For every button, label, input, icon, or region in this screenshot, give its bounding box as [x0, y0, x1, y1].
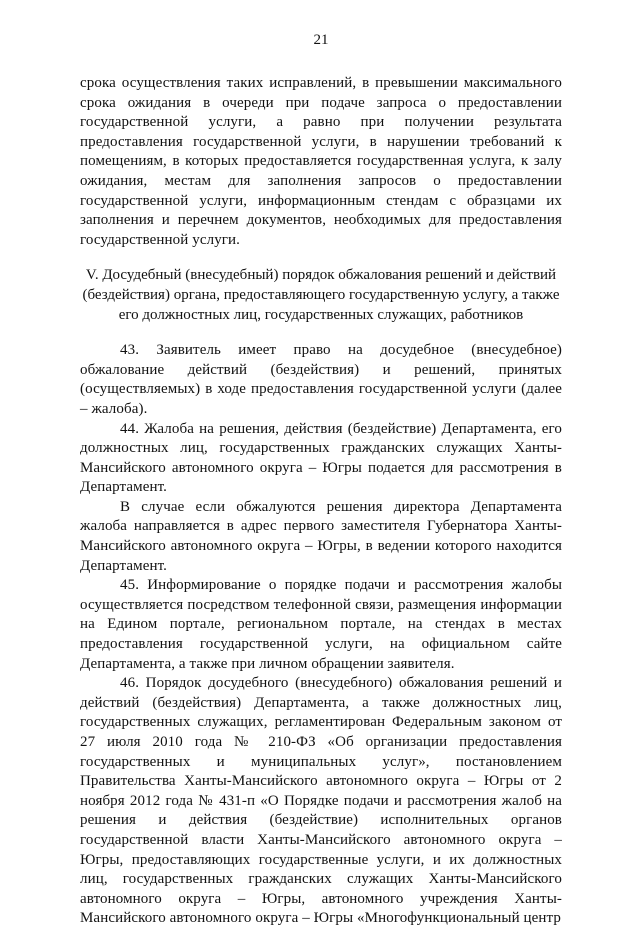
section-heading: V. Досудебный (внесудебный) порядок обжалования решений и действий (бездействия) органа, предоставляющего государственную услугу, а также его должностных лиц, государственных служащих, работников: [82, 267, 560, 323]
paragraph-45: 45. Информирование о порядке подачи и рассмотрения жалобы осуществляется посредством телефонной связи, размещения информации на Едином портале, региональном портале, на стендах в местах предоставления государственной услуги, на официальном сайте Департамента, а также при личном обращении заявителя.: [80, 577, 562, 672]
continuation-paragraph: срока осуществления таких исправлений, в превышении максимального срока ожидания в очереди при подаче запроса о предоставлении государственной услуги, а равно при получении результата предоставления государственной услуги, в нарушении требований к помещениям, в которых предоставляется государственная услуга, к залу ожидания, местам для заполнения запросов о предоставлении государственной услуги, информационным стендам с образцами их заполнения и перечнем документов, необходимых для предоставления государственной услуги.: [80, 75, 562, 248]
paragraph-43: 43. Заявитель имеет право на досудебное (внесудебное) обжалование действий (бездействия) и решений, принятых (осуществляемых) в ходе предоставления государственной услуги (далее – жалоба).: [80, 342, 562, 417]
paragraph-46: 46. Порядок досудебного (внесудебного) обжалования решений и действий (бездействия) Департамента, а также должностных лиц, государственных служащих, регламентирован Федеральным законом от 27 июля 2010 года № 210-ФЗ «Об организации предоставления государственных и муниципальных услуг», постановлением Правительства Ханты-Мансийского автономного округа – Югры от 2 ноября 2012 года № 431-п «О Порядке подачи и рассмотрения жалоб на решения и действия (бездействие) исполнительных органов государственной власти Ханты-Мансийского автономного округа – Югры, предоставляющих государственные услуги, и их должностных лиц, государственных гражданских служащих Ханты-Мансийского автономного округа – Югры, автономного учреждения Ханты-Мансийского автономного округа – Югры «Многофункциональный центр: [80, 675, 562, 927]
paragraph-44-continued: В случае если обжалуются решения директора Департамента жалоба направляется в адрес первого заместителя Губернатора Ханты-Мансийского автономного округа – Югры, в ведении которого находится Департамент.: [80, 498, 562, 574]
paragraph-44: 44. Жалоба на решения, действия (бездействие) Департамента, его должностных лиц, государственных гражданских служащих Ханты-Мансийского автономного округа – Югры подается для рассмотрения в Департамент.: [80, 420, 562, 496]
page-number: 21: [313, 32, 329, 48]
